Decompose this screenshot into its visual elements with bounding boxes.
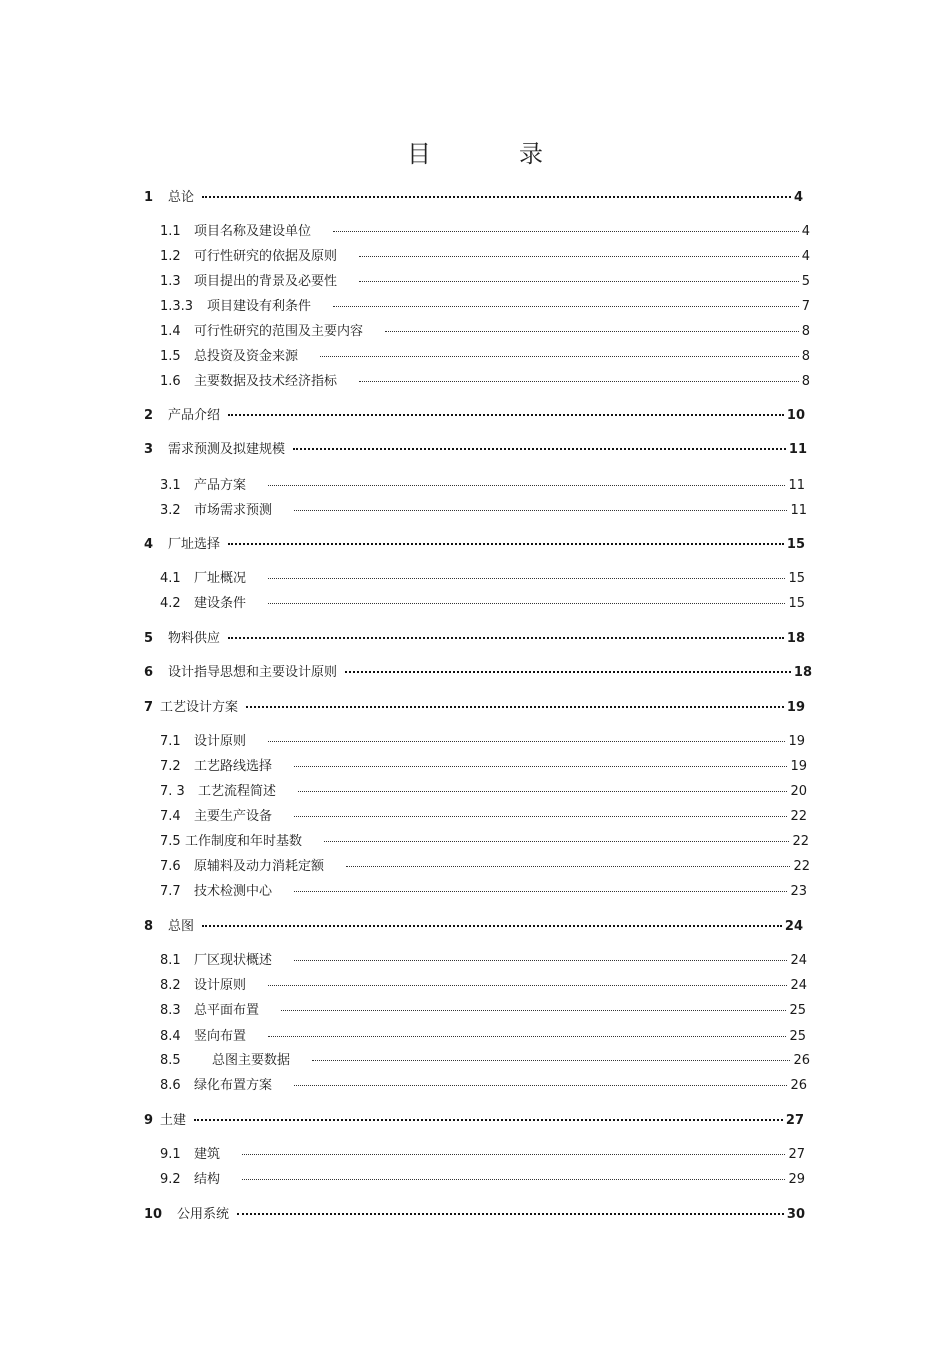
dot-leader	[268, 1026, 786, 1037]
toc-entry-page-number: 25	[789, 1003, 806, 1018]
toc-entry-page-number: 4	[793, 190, 803, 205]
toc-entry-number: 8	[144, 919, 154, 934]
dot-leader	[268, 475, 785, 486]
toc-entry-number: 7	[144, 700, 154, 715]
toc-entry-number: 4	[144, 537, 154, 552]
dot-leader	[324, 831, 789, 842]
toc-entry-number: 8.5	[160, 1053, 181, 1068]
toc-entry[interactable]	[144, 1206, 805, 1224]
toc-entry-title: 土建	[160, 1113, 187, 1128]
toc-entry-page-number: 25	[789, 1029, 806, 1044]
toc-entry[interactable]	[160, 1028, 806, 1046]
toc-entry-title: 需求预测及拟建规模	[168, 442, 286, 457]
toc-entry[interactable]	[144, 918, 803, 936]
dot-leader	[268, 731, 785, 742]
toc-entry-page-number: 19	[788, 734, 805, 749]
toc-entry[interactable]	[144, 441, 807, 459]
toc-entry-title: 设计指导思想和主要设计原则	[168, 665, 338, 680]
toc-entry-page-number: 4	[801, 224, 810, 239]
dot-leader	[312, 1050, 790, 1061]
toc-entry-title: 总论	[168, 190, 195, 205]
dot-leader	[333, 296, 799, 307]
toc-entry[interactable]	[160, 1146, 805, 1164]
toc-entry[interactable]	[144, 630, 805, 648]
dot-leader	[345, 661, 791, 673]
toc-entry-title: 项目提出的背景及必要性	[194, 274, 338, 289]
toc-entry-page-number: 15	[786, 537, 805, 552]
toc-entry-number: 3.2	[160, 503, 181, 518]
toc-entry-page-number: 10	[786, 408, 805, 423]
toc-entry[interactable]	[160, 348, 810, 366]
toc-entry-number: 9.1	[160, 1147, 181, 1162]
toc-entry[interactable]	[144, 1112, 804, 1130]
dot-leader	[294, 1075, 787, 1086]
dot-leader	[194, 1109, 783, 1121]
toc-entry-title: 市场需求预测	[194, 503, 273, 518]
toc-entry-page-number: 4	[801, 249, 810, 264]
toc-entry-number: 1.3.3	[160, 299, 194, 314]
toc-entry-page-number: 22	[790, 809, 807, 824]
toc-entry[interactable]	[160, 808, 807, 826]
toc-entry-title: 总平面布置	[194, 1003, 260, 1018]
toc-entry[interactable]	[160, 733, 805, 751]
toc-entry[interactable]	[160, 570, 805, 588]
toc-entry-number: 6	[144, 665, 154, 680]
toc-entry-title: 总图主要数据	[212, 1053, 291, 1068]
dot-leader	[293, 438, 786, 450]
toc-entry-page-number: 8	[801, 324, 810, 339]
dot-leader	[202, 186, 791, 198]
toc-entry-title: 总投资及资金来源	[194, 349, 299, 364]
toc-entry-number: 8.6	[160, 1078, 181, 1093]
toc-entry[interactable]	[160, 1002, 806, 1020]
dot-leader	[385, 321, 799, 332]
toc-entry-title: 原辅料及动力消耗定额	[194, 859, 325, 874]
dot-leader	[294, 756, 787, 767]
toc-entry-number: 4.2	[160, 596, 181, 611]
dot-leader	[242, 1144, 785, 1155]
page-title: 目 录	[407, 140, 575, 168]
toc-entry[interactable]	[160, 273, 810, 291]
toc-entry-title: 设计原则	[194, 978, 247, 993]
toc-entry[interactable]	[160, 298, 810, 316]
toc-entry[interactable]	[160, 858, 810, 876]
toc-entry[interactable]	[160, 1171, 805, 1189]
toc-entry-title: 工艺流程简述	[198, 784, 277, 799]
toc-entry[interactable]	[160, 477, 805, 495]
toc-entry[interactable]	[144, 699, 805, 717]
toc-entry-number: 8.2	[160, 978, 181, 993]
toc-entry-page-number: 18	[793, 665, 812, 680]
toc-entry[interactable]	[160, 1077, 807, 1095]
toc-entry-page-number: 8	[801, 374, 810, 389]
toc-entry-number: 7.2	[160, 759, 181, 774]
toc-entry-number: 7.5	[160, 834, 181, 849]
dot-leader	[281, 1000, 786, 1011]
dot-leader	[246, 696, 784, 708]
toc-entry-title: 主要数据及技术经济指标	[194, 374, 338, 389]
toc-entry-title: 项目名称及建设单位	[194, 224, 312, 239]
toc-entry-number: 9.2	[160, 1172, 181, 1187]
toc-entry[interactable]	[160, 883, 807, 901]
toc-entry-number: 4.1	[160, 571, 181, 586]
toc-entry-page-number: 11	[788, 442, 807, 457]
dot-leader	[294, 881, 787, 892]
toc-entry[interactable]	[144, 536, 805, 554]
toc-entry-title: 厂址选择	[168, 537, 221, 552]
toc-entry[interactable]	[160, 833, 809, 851]
toc-entry-title: 结构	[194, 1172, 221, 1187]
toc-entry-number: 5	[144, 631, 154, 646]
toc-entry[interactable]	[160, 502, 807, 520]
toc-entry-page-number: 27	[785, 1113, 804, 1128]
toc-entry[interactable]	[144, 189, 803, 207]
toc-entry-number: 7.4	[160, 809, 181, 824]
toc-entry-page-number: 27	[788, 1147, 805, 1162]
toc-entry-number: 7.7	[160, 884, 181, 899]
toc-entry-page-number: 22	[793, 859, 810, 874]
toc-entry[interactable]	[160, 223, 810, 241]
toc-entry-title: 建设条件	[194, 596, 247, 611]
toc-entry-page-number: 8	[801, 349, 810, 364]
toc-entry-number: 3	[144, 442, 154, 457]
toc-entry-title: 产品介绍	[168, 408, 221, 423]
toc-entry[interactable]	[160, 373, 810, 391]
toc-entry[interactable]	[160, 1052, 810, 1070]
toc-entry-number: 1.6	[160, 374, 181, 389]
dot-leader	[320, 346, 799, 357]
toc-entry-number: 7.6	[160, 859, 181, 874]
toc-entry-page-number: 30	[786, 1207, 805, 1222]
toc-entry-number: 2	[144, 408, 154, 423]
dot-leader	[294, 500, 787, 511]
toc-entry-title: 公用系统	[177, 1207, 230, 1222]
toc-entry-page-number: 20	[790, 784, 807, 799]
dot-leader	[359, 371, 799, 382]
toc-entry-number: 8.3	[160, 1003, 181, 1018]
toc-entry-title: 物料供应	[168, 631, 221, 646]
toc-entry-page-number: 26	[790, 1078, 807, 1093]
dot-leader	[333, 221, 799, 232]
toc-entry-page-number: 15	[788, 571, 805, 586]
toc-entry-page-number: 11	[788, 478, 805, 493]
toc-entry-title: 可行性研究的范围及主要内容	[194, 324, 364, 339]
dot-leader	[268, 975, 787, 986]
toc-entry-number: 1.3	[160, 274, 181, 289]
dot-leader	[237, 1203, 784, 1215]
dot-leader	[268, 593, 785, 604]
toc-entry[interactable]	[160, 783, 807, 801]
toc-entry-page-number: 26	[793, 1053, 810, 1068]
toc-entry[interactable]	[160, 977, 807, 995]
toc-entry-title: 技术检测中心	[194, 884, 273, 899]
toc-entry[interactable]	[160, 952, 807, 970]
toc-entry-number: 1	[144, 190, 154, 205]
toc-entry-title: 工艺设计方案	[160, 700, 239, 715]
toc-entry-page-number: 24	[790, 953, 807, 968]
toc-entry-page-number: 19	[790, 759, 807, 774]
toc-entry-title: 工艺路线选择	[194, 759, 273, 774]
toc-entry-page-number: 18	[786, 631, 805, 646]
toc-entry-page-number: 19	[786, 700, 805, 715]
toc-entry[interactable]	[144, 407, 805, 425]
toc-entry-title: 工作制度和年时基数	[185, 834, 303, 849]
toc-entry-page-number: 5	[801, 274, 810, 289]
toc-entry-number: 1.1	[160, 224, 181, 239]
toc-entry-page-number: 24	[784, 919, 803, 934]
toc-entry-number: 1.4	[160, 324, 181, 339]
toc-entry-title: 设计原则	[194, 734, 247, 749]
dot-leader	[268, 568, 785, 579]
dot-leader	[359, 246, 799, 257]
toc-entry-title: 总图	[168, 919, 195, 934]
toc-entry[interactable]	[144, 664, 812, 682]
toc-entry-number: 1.5	[160, 349, 181, 364]
toc-entry-page-number: 22	[792, 834, 809, 849]
toc-entry-title: 竖向布置	[194, 1029, 247, 1044]
toc-entry-page-number: 29	[788, 1172, 805, 1187]
toc-entry[interactable]	[160, 595, 805, 613]
toc-entry-title: 绿化布置方案	[194, 1078, 273, 1093]
dot-leader	[359, 271, 799, 282]
toc-entry-number: 8.1	[160, 953, 181, 968]
dot-leader	[298, 781, 787, 792]
dot-leader	[294, 806, 787, 817]
toc-entry-title: 厂址概况	[194, 571, 247, 586]
toc-entry-number: 9	[144, 1113, 154, 1128]
toc-entry-number: 10	[144, 1207, 163, 1222]
dot-leader	[242, 1169, 785, 1180]
toc-entry-page-number: 15	[788, 596, 805, 611]
toc-entry-number: 8.4	[160, 1029, 181, 1044]
toc-entry-number: 7. 3	[160, 784, 185, 799]
dot-leader	[228, 533, 784, 545]
toc-entry-number: 1.2	[160, 249, 181, 264]
toc-entry-title: 主要生产设备	[194, 809, 273, 824]
dot-leader	[294, 950, 787, 961]
toc-entry-title: 厂区现状概述	[194, 953, 273, 968]
toc-entry-title: 可行性研究的依据及原则	[194, 249, 338, 264]
toc-entry[interactable]	[160, 758, 807, 776]
toc-entry-page-number: 24	[790, 978, 807, 993]
toc-entry-title: 项目建设有利条件	[207, 299, 312, 314]
toc-entry-title: 产品方案	[194, 478, 247, 493]
dot-leader	[228, 404, 784, 416]
toc-entry-page-number: 11	[790, 503, 807, 518]
toc-entry-number: 3.1	[160, 478, 181, 493]
dot-leader	[228, 627, 784, 639]
toc-entry-page-number: 7	[801, 299, 810, 314]
toc-entry-title: 建筑	[194, 1147, 221, 1162]
toc-entry-number: 7.1	[160, 734, 181, 749]
dot-leader	[346, 856, 790, 867]
toc-entry[interactable]	[160, 323, 810, 341]
toc-entry-page-number: 23	[790, 884, 807, 899]
toc-entry[interactable]	[160, 248, 810, 266]
dot-leader	[202, 915, 782, 927]
